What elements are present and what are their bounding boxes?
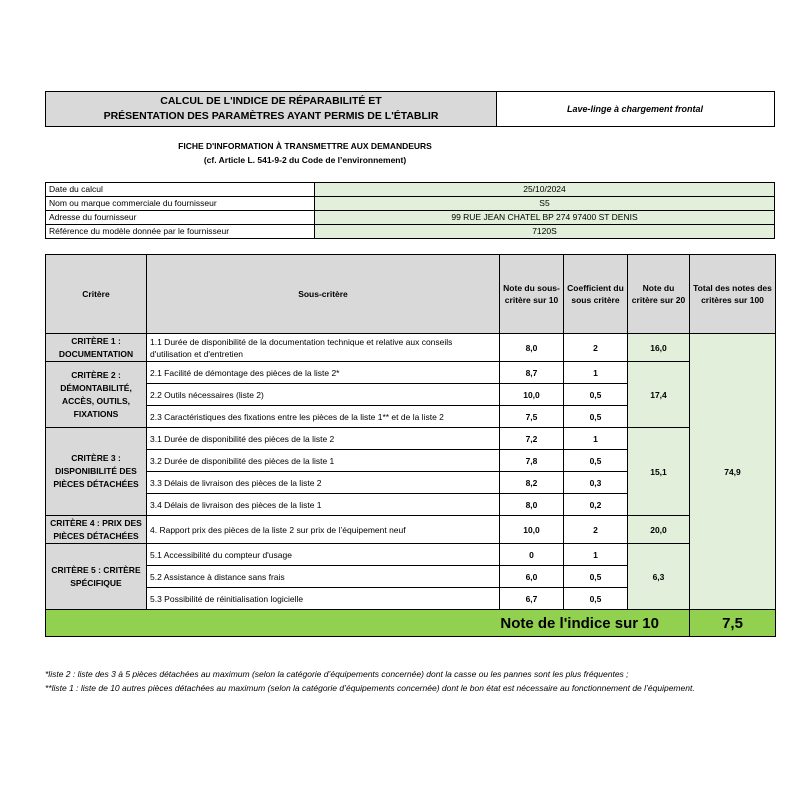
sub-criterion-coef: 0,5	[564, 588, 628, 610]
sub-criterion-label: 3.1 Durée de disponibilité des pièces de la liste 2	[147, 428, 500, 450]
table-row	[46, 428, 776, 450]
sub-criterion-label: 5.3 Possibilité de réinitialisation logicielle	[147, 588, 500, 610]
criterion-name: CRITÈRE 3 : DISPONIBILITÉ DES PIÈCES DÉTACHÉES	[46, 428, 147, 516]
table-row	[46, 362, 776, 384]
sub-criterion-coef: 2	[564, 334, 628, 362]
sub-criterion-coef: 1	[564, 362, 628, 384]
sub-criterion-coef: 0,2	[564, 494, 628, 516]
criterion-note: 16,0	[628, 334, 690, 362]
info-label: Référence du modèle donnée par le fournisseur	[46, 225, 315, 239]
table-row	[46, 544, 776, 566]
info-value: 7120S	[315, 225, 775, 239]
index-label: Note de l'indice sur 10	[46, 610, 690, 637]
sub-criterion-note: 10,0	[500, 516, 564, 544]
criterion-note: 20,0	[628, 516, 690, 544]
criterion-name: CRITÈRE 5 : CRITÈRE SPÉCIFIQUE	[46, 544, 147, 610]
sub-criterion-coef: 0,5	[564, 406, 628, 428]
sub-criterion-label: 1.1 Durée de disponibilité de la documentation technique et relative aux conseils d'utilisation et d'entretien	[147, 334, 500, 362]
col-header-sous-critere: Sous-critère	[147, 255, 500, 334]
col-header-note-critere: Note du critère sur 20	[628, 255, 690, 334]
sub-criterion-note: 7,5	[500, 406, 564, 428]
criterion-name: CRITÈRE 2 : DÉMONTABILITÉ, ACCÈS, OUTILS, FIXATIONS	[46, 362, 147, 428]
criterion-name: CRITÈRE 1 : DOCUMENTATION	[46, 334, 147, 362]
total-sum: 74,9	[690, 334, 776, 610]
sub-criterion-label: 3.3 Délais de livraison des pièces de la liste 2	[147, 472, 500, 494]
info-value: 25/10/2024	[315, 183, 775, 197]
criterion-note: 17,4	[628, 362, 690, 428]
sub-criterion-label: 5.2 Assistance à distance sans frais	[147, 566, 500, 588]
sub-criterion-label: 2.2 Outils nécessaires (liste 2)	[147, 384, 500, 406]
table-header-row	[46, 255, 776, 334]
sub-criterion-note: 6,0	[500, 566, 564, 588]
sub-criterion-label: 3.4 Délais de livraison des pièces de la liste 1	[147, 494, 500, 516]
info-row	[46, 183, 775, 197]
col-header-coef: Coefficient du sous critère	[564, 255, 628, 334]
sub-criterion-note: 8,2	[500, 472, 564, 494]
criterion-note: 6,3	[628, 544, 690, 610]
sub-criterion-note: 8,0	[500, 334, 564, 362]
title-line-1: CALCUL DE L'INDICE DE RÉPARABILITÉ ET	[160, 95, 382, 107]
col-header-critere: Critère	[46, 255, 147, 334]
info-label: Adresse du fournisseur	[46, 211, 315, 225]
info-label: Date du calcul	[46, 183, 315, 197]
sub-criterion-label: 4. Rapport prix des pièces de la liste 2 sur prix de l’équipement neuf	[147, 516, 500, 544]
sub-criterion-coef: 1	[564, 544, 628, 566]
criterion-name: CRITÈRE 4 : PRIX DES PIÈCES DÉTACHÉES	[46, 516, 147, 544]
index-row	[46, 610, 776, 637]
sub-criterion-coef: 0,5	[564, 566, 628, 588]
info-row	[46, 225, 775, 239]
sub-criterion-note: 8,0	[500, 494, 564, 516]
sub-criterion-note: 10,0	[500, 384, 564, 406]
sub-criterion-note: 6,7	[500, 588, 564, 610]
footnote-liste-1: **liste 1 : liste de 10 autres pièces détachées au maximum (selon la catégorie d’équipements concernée) dont le bon état est nécessaire au fonctionnement de l’équipement.	[45, 683, 695, 693]
sub-criterion-coef: 2	[564, 516, 628, 544]
footnotes	[45, 667, 775, 695]
table-row	[46, 516, 776, 544]
info-row	[46, 211, 775, 225]
sub-criterion-note: 7,8	[500, 450, 564, 472]
info-value: 99 RUE JEAN CHATEL BP 274 97400 ST DENIS	[315, 211, 775, 225]
col-header-total: Total des notes des critères sur 100	[690, 255, 776, 334]
table-row	[46, 334, 776, 362]
col-header-note-sous: Note du sous-critère sur 10	[500, 255, 564, 334]
sub-criterion-coef: 0,3	[564, 472, 628, 494]
info-row	[46, 197, 775, 211]
sub-criterion-label: 3.2 Durée de disponibilité des pièces de la liste 1	[147, 450, 500, 472]
footnote-liste-2: *liste 2 : liste des 3 à 5 pièces détachées au maximum (selon la catégorie d’équipements concernée) dont la casse ou les pannes sont les plus fréquentes ;	[45, 669, 629, 679]
sub-criterion-coef: 1	[564, 428, 628, 450]
sub-criterion-coef: 0,5	[564, 450, 628, 472]
sub-criterion-coef: 0,5	[564, 384, 628, 406]
fiche-line-2: (cf. Article L. 541-9-2 du Code de l’environnement)	[203, 155, 407, 165]
title-line-2: PRÉSENTATION DES PARAMÈTRES AYANT PERMIS DE L'ÉTABLIR	[103, 110, 439, 122]
sub-criterion-note: 7,2	[500, 428, 564, 450]
info-value: S5	[315, 197, 775, 211]
supplier-info-table	[45, 182, 775, 239]
sub-criterion-note: 0	[500, 544, 564, 566]
criterion-note: 15,1	[628, 428, 690, 516]
sub-criterion-note: 8,7	[500, 362, 564, 384]
product-type: Lave-linge à chargement frontal	[496, 91, 775, 127]
index-value: 7,5	[690, 610, 776, 637]
sub-criterion-label: 2.3 Caractéristiques des fixations entre les pièces de la liste 1** et de la liste 2	[147, 406, 500, 428]
sub-criterion-label: 2.1 Facilité de démontage des pièces de la liste 2*	[147, 362, 500, 384]
info-label: Nom ou marque commerciale du fournisseur	[46, 197, 315, 211]
criteria-table	[45, 254, 776, 637]
sub-criterion-label: 5.1 Accessibilité du compteur d'usage	[147, 544, 500, 566]
fiche-line-1: FICHE D'INFORMATION À TRANSMETTRE AUX DEMANDEURS	[178, 141, 432, 151]
fiche-heading	[45, 139, 565, 167]
document-title	[45, 91, 497, 127]
